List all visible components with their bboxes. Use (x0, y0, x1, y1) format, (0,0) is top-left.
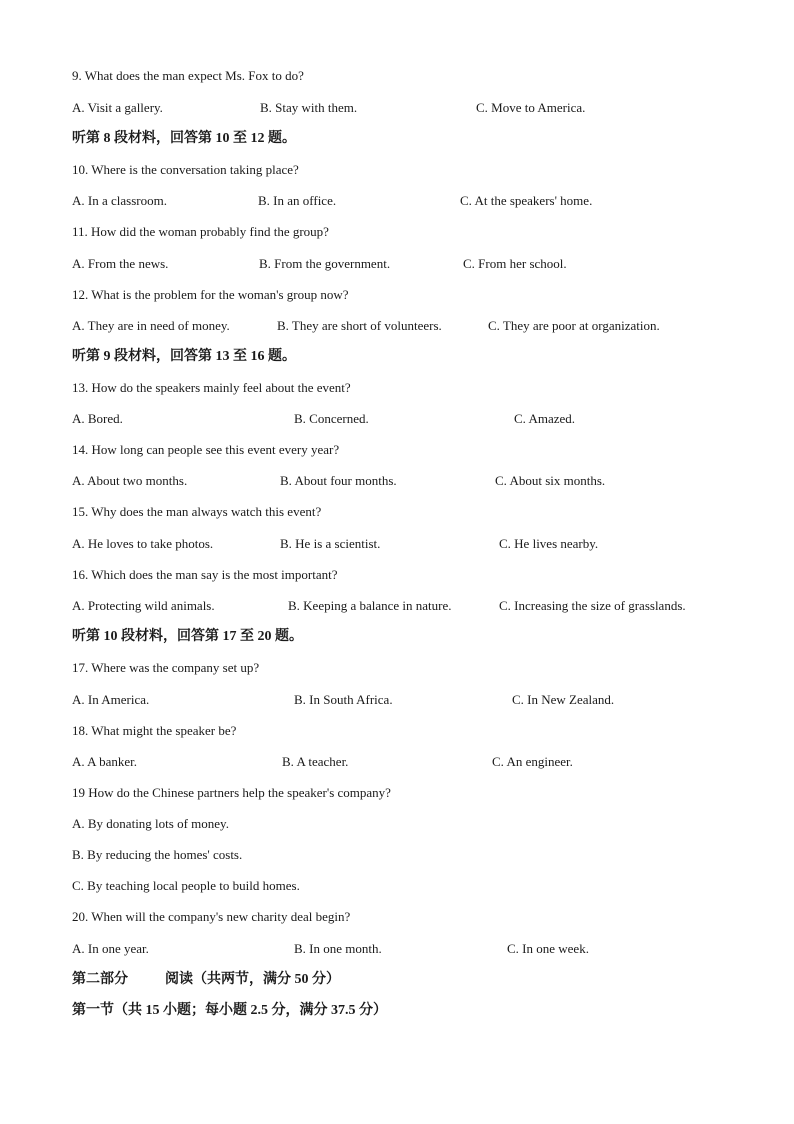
section-9-heading: 听第 9 段材料，回答第 13 至 16 题。 (72, 349, 296, 364)
q18-option-a: A. A banker. (72, 754, 137, 769)
question-15: 15. Why does the man always watch this event? (72, 504, 322, 519)
q11-option-a: A. From the news. (72, 256, 169, 271)
q16-option-b: B. Keeping a balance in nature. (288, 598, 452, 613)
q19-option-a: A. By donating lots of money. (72, 816, 229, 831)
q9-option-a: A. Visit a gallery. (72, 100, 163, 115)
q17-option-b: B. In South Africa. (294, 692, 393, 707)
question-10: 10. Where is the conversation taking place? (72, 162, 299, 177)
q15-option-b: B. He is a scientist. (280, 536, 381, 551)
question-17: 17. Where was the company set up? (72, 660, 260, 675)
q14-option-c: C. About six months. (495, 473, 606, 488)
q16-option-a: A. Protecting wild animals. (72, 598, 215, 613)
q20-option-a: A. In one year. (72, 941, 149, 956)
section-10-heading: 听第 10 段材料，回答第 17 至 20 题。 (72, 629, 303, 644)
question-13: 13. How do the speakers mainly feel about the event? (72, 380, 351, 395)
q10-option-b: B. In an office. (258, 193, 337, 208)
q18-option-b: B. A teacher. (282, 754, 349, 769)
question-19: 19 How do the Chinese partners help the speaker's company? (72, 785, 391, 800)
section-8-heading: 听第 8 段材料，回答第 10 至 12 题。 (72, 131, 296, 146)
q13-option-c: C. Amazed. (514, 411, 576, 426)
q11-option-c: C. From her school. (463, 256, 567, 271)
q13-option-a: A. Bored. (72, 411, 123, 426)
question-20: 20. When will the company's new charity deal begin? (72, 909, 351, 924)
question-12: 12. What is the problem for the woman's group now? (72, 287, 349, 302)
question-9: 9. What does the man expect Ms. Fox to do? (72, 68, 304, 83)
q14-option-a: A. About two months. (72, 473, 188, 488)
question-11: 11. How did the woman probably find the group? (72, 224, 329, 239)
q12-option-a: A. They are in need of money. (72, 318, 230, 333)
q10-option-c: C. At the speakers' home. (460, 193, 593, 208)
q13-option-b: B. Concerned. (294, 411, 369, 426)
q14-option-b: B. About four months. (280, 473, 397, 488)
q17-option-c: C. In New Zealand. (512, 692, 615, 707)
question-16: 16. Which does the man say is the most important? (72, 567, 338, 582)
q16-option-c: C. Increasing the size of grasslands. (499, 598, 686, 613)
q18-option-c: C. An engineer. (492, 754, 573, 769)
question-18: 18. What might the speaker be? (72, 723, 237, 738)
q10-option-a: A. In a classroom. (72, 193, 167, 208)
q20-option-c: C. In one week. (507, 941, 589, 956)
section-1-heading: 第一节（共 15 小题；每小题 2.5 分，满分 37.5 分） (72, 1003, 387, 1018)
q17-option-a: A. In America. (72, 692, 150, 707)
q19-option-b: B. By reducing the homes' costs. (72, 847, 243, 862)
q15-option-a: A. He loves to take photos. (72, 536, 214, 551)
q11-option-b: B. From the government. (259, 256, 391, 271)
part-2-label: 第二部分 (72, 972, 128, 987)
q12-option-c: C. They are poor at organization. (488, 318, 660, 333)
q19-option-c: C. By teaching local people to build homes. (72, 878, 300, 893)
q9-option-b: B. Stay with them. (260, 100, 358, 115)
part-2-title: 阅读（共两节，满分 50 分） (165, 972, 340, 987)
q12-option-b: B. They are short of volunteers. (277, 318, 442, 333)
q15-option-c: C. He lives nearby. (499, 536, 599, 551)
q20-option-b: B. In one month. (294, 941, 382, 956)
q9-option-c: C. Move to America. (476, 100, 586, 115)
question-14: 14. How long can people see this event every year? (72, 442, 340, 457)
